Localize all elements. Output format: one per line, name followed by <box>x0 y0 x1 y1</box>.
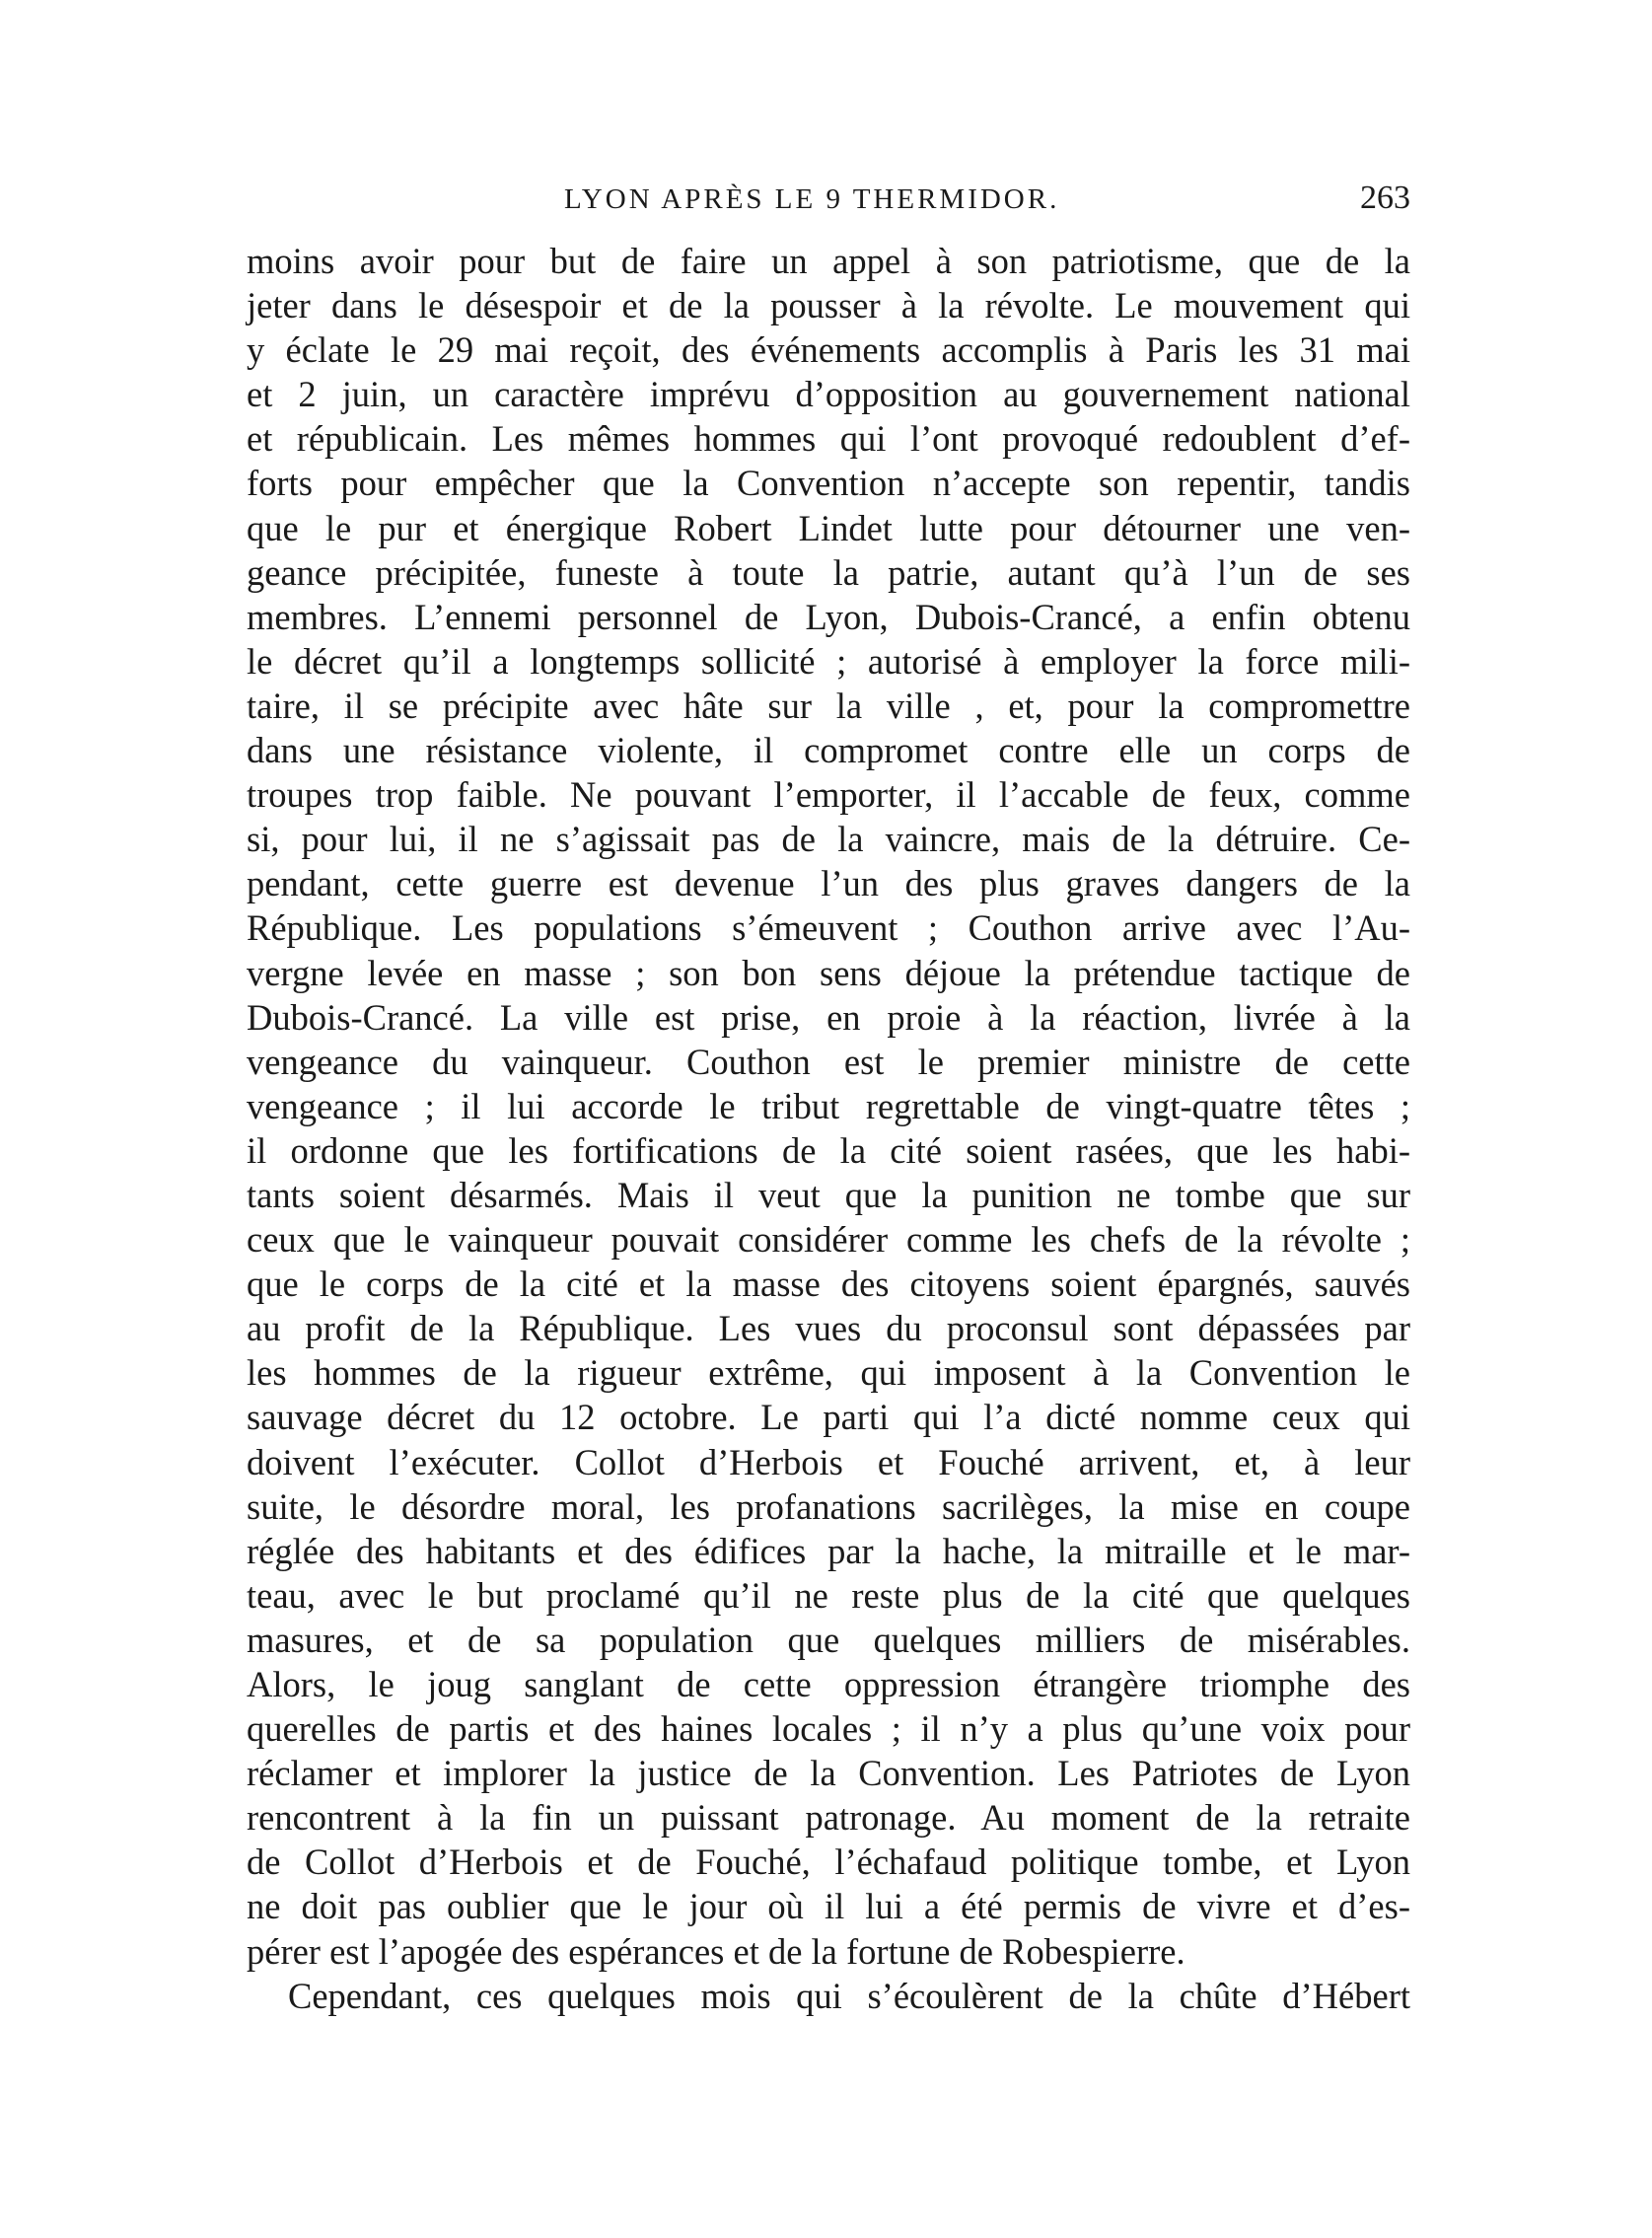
text-line: membres. L’ennemi personnel de Lyon, Dubois-Crancé, a enfin obtenu <box>247 596 1410 637</box>
text-line: pendant, cette guerre est devenue l’un des plus graves dangers de la <box>247 863 1410 904</box>
text-line: forts pour empêcher que la Convention n’accepte son repentir, tandis <box>247 463 1410 504</box>
text-line: jeter dans le désespoir et de la pousser à la révolte. Le mouvement qui <box>247 285 1410 326</box>
text-line: République. Les populations s’émeuvent ; Couthon arrive avec l’Au- <box>247 907 1410 949</box>
text-line: masures, et de sa population que quelques milliers de misérables. <box>247 1619 1410 1660</box>
text-line: réglée des habitants et des édifices par la hache, la mitraille et le mar- <box>247 1530 1410 1571</box>
text-line: réclamer et implorer la justice de la Convention. Les Patriotes de Lyon <box>247 1753 1410 1794</box>
page-header <box>247 180 1410 233</box>
text-line: teau, avec le but proclamé qu’il ne reste plus de la cité que quelques <box>247 1574 1410 1616</box>
text-line: ne doit pas oublier que le jour où il lui a été permis de vivre et d’es- <box>247 1886 1410 1927</box>
text-line: si, pour lui, il ne s’agissait pas de la vaincre, mais de la détruire. Ce- <box>247 819 1410 860</box>
text-line: tants soient désarmés. Mais il veut que la punition ne tombe que sur <box>247 1174 1410 1215</box>
text-line: troupes trop faible. Ne pouvant l’emporter, il l’accable de feux, comme <box>247 774 1410 816</box>
text-line: il ordonne que les fortifications de la cité soient rasées, que les habi- <box>247 1129 1410 1171</box>
text-line: de Collot d’Herbois et de Fouché, l’échafaud politique tombe, et Lyon <box>247 1841 1410 1883</box>
text-line: Dubois-Crancé. La ville est prise, en proie à la réaction, livrée à la <box>247 996 1410 1038</box>
paragraph-end-line: pérer est l’apogée des espérances et de la fortune de Robespierre. <box>247 1930 1185 1972</box>
text-line: Alors, le joug sanglant de cette oppression étrangère triomphe des <box>247 1664 1410 1704</box>
text-line: que le pur et énergique Robert Lindet lutte pour détourner une ven- <box>247 507 1410 548</box>
text-line: rencontrent à la fin un puissant patronage. Au moment de la retraite <box>247 1797 1410 1839</box>
text-line: que le corps de la cité et la masse des citoyens soient épargnés, sauvés <box>247 1263 1410 1305</box>
text-line: et 2 juin, un caractère imprévu d’opposition au gouvernement national <box>247 374 1410 415</box>
text-line: geance précipitée, funeste à toute la patrie, autant qu’à l’un de ses <box>247 551 1410 593</box>
text-line: le décret qu’il a longtemps sollicité ; autorisé à employer la force mili- <box>247 640 1410 682</box>
text-line: et républicain. Les mêmes hommes qui l’ont provoqué redoublent d’ef- <box>247 418 1410 460</box>
text-line: dans une résistance violente, il compromet contre elle un corps de <box>247 730 1410 771</box>
text-line: les hommes de la rigueur extrême, qui imposent à la Convention le <box>247 1352 1410 1394</box>
text-line: ceux que le vainqueur pouvait considérer comme les chefs de la révolte ; <box>247 1219 1410 1261</box>
running-title: LYON APRÈS LE 9 THERMIDOR. <box>564 183 1060 215</box>
text-line: vengeance ; il lui accorde le tribut regrettable de vingt-quatre têtes ; <box>247 1085 1410 1126</box>
text-line: vergne levée en masse ; son bon sens déjoue la prétendue tactique de <box>247 952 1410 993</box>
paragraph-start-line: Cependant, ces quelques mois qui s’écoulèrent de la chûte d’Hébert <box>288 1975 1410 2016</box>
text-line: taire, il se précipite avec hâte sur la ville , et, pour la compromettre <box>247 685 1410 726</box>
body-text <box>247 239 1410 2018</box>
text-line: querelles de partis et des haines locales ; il n’y a plus qu’une voix pour <box>247 1708 1410 1750</box>
text-line: suite, le désordre moral, les profanations sacrilèges, la mise en coupe <box>247 1485 1410 1527</box>
text-line: moins avoir pour but de faire un appel à son patriotisme, que de la <box>247 241 1410 281</box>
text-line: sauvage décret du 12 octobre. Le parti qui l’a dicté nomme ceux qui <box>247 1397 1410 1438</box>
text-line: y éclate le 29 mai reçoit, des événements accomplis à Paris les 31 mai <box>247 329 1410 371</box>
text-line: doivent l’exécuter. Collot d’Herbois et Fouché arrivent, et, à leur <box>247 1441 1410 1482</box>
page-number: 263 <box>1360 180 1410 216</box>
text-line: vengeance du vainqueur. Couthon est le premier ministre de cette <box>247 1041 1410 1082</box>
text-line: au profit de la République. Les vues du proconsul sont dépassées par <box>247 1308 1410 1349</box>
